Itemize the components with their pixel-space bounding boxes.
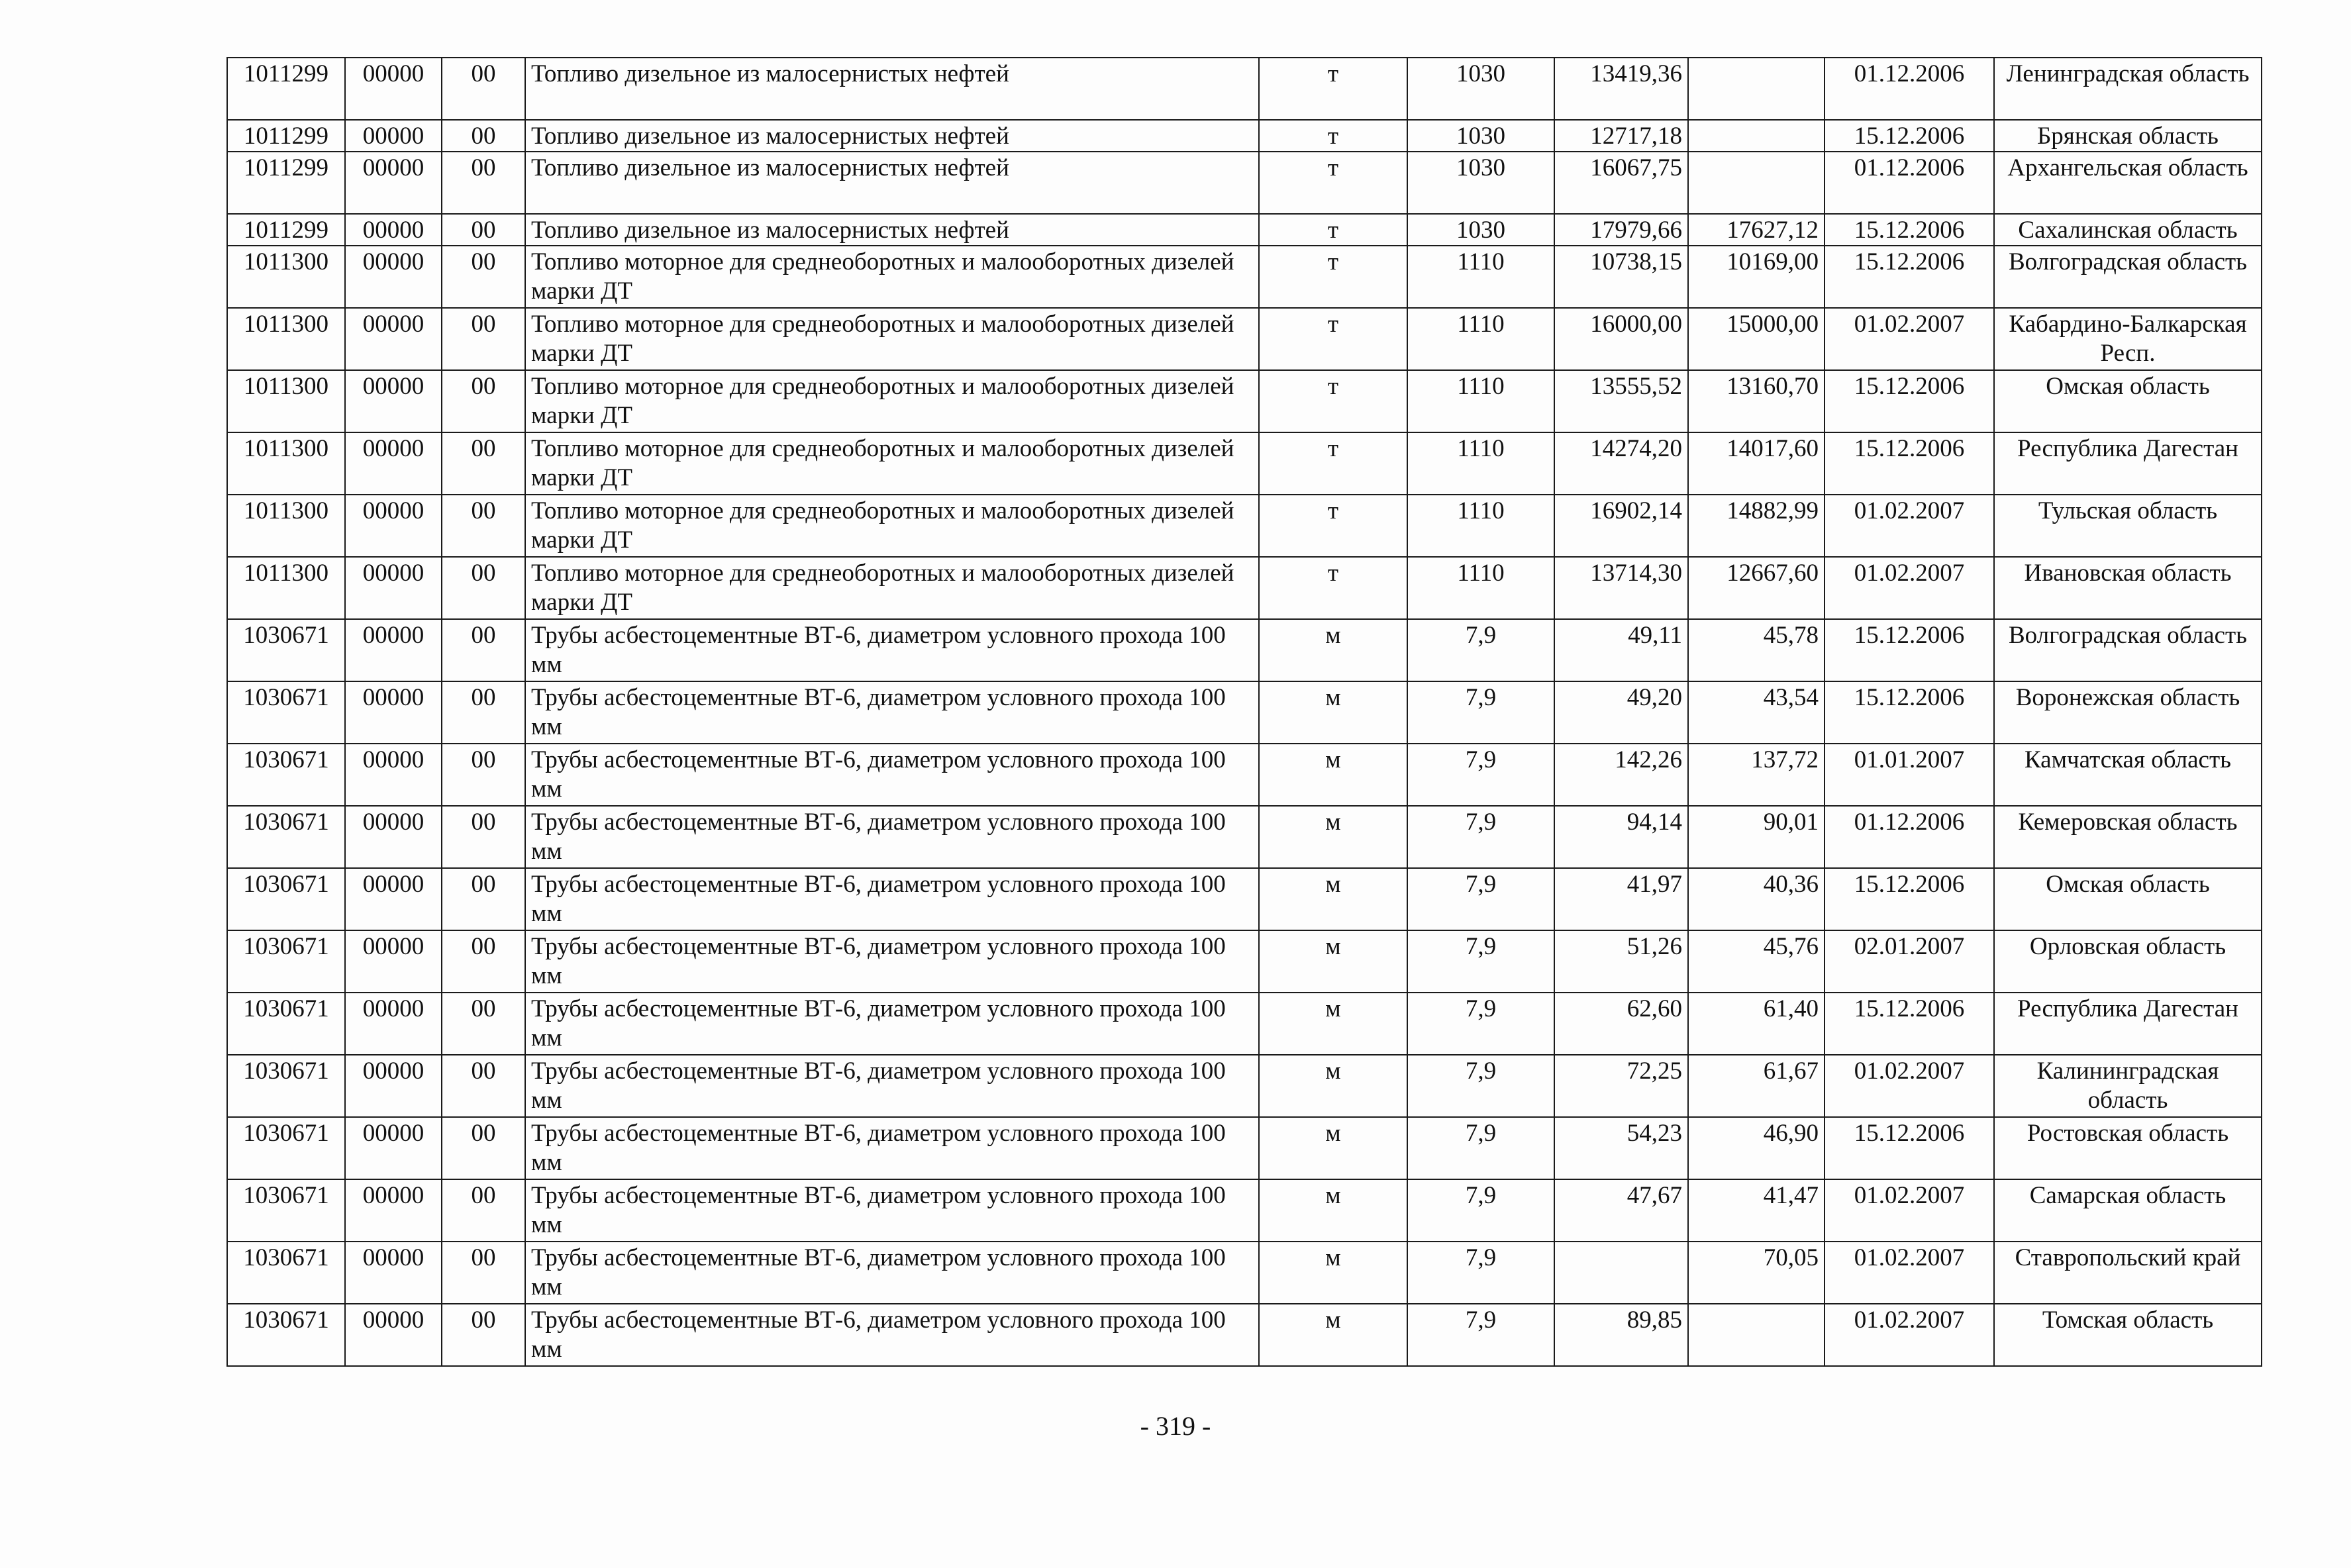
table-row bbox=[227, 806, 2262, 868]
material-name-cell: Трубы асбестоцементные ВТ-6, диаметром условного прохода 100 мм bbox=[525, 930, 1259, 993]
price-alt-cell: 10169,00 bbox=[1688, 246, 1825, 308]
variant-cell: 00 bbox=[442, 1117, 525, 1179]
subcode-cell: 00000 bbox=[345, 214, 442, 246]
variant-cell: 00 bbox=[442, 370, 525, 432]
date-cell: 15.12.2006 bbox=[1825, 120, 1994, 152]
date-cell: 15.12.2006 bbox=[1825, 246, 1994, 308]
price-cell: 54,23 bbox=[1554, 1117, 1688, 1179]
coefficient-cell: 7,9 bbox=[1407, 1117, 1554, 1179]
variant-cell: 00 bbox=[442, 1242, 525, 1304]
material-name-cell: Топливо моторное для среднеоборотных и малооборотных дизелей марки ДТ bbox=[525, 495, 1259, 557]
subcode-cell: 00000 bbox=[345, 370, 442, 432]
price-cell: 89,85 bbox=[1554, 1304, 1688, 1366]
price-cell: 47,67 bbox=[1554, 1179, 1688, 1242]
table-row bbox=[227, 432, 2262, 495]
code-cell: 1030671 bbox=[227, 868, 345, 930]
price-alt-cell: 90,01 bbox=[1688, 806, 1825, 868]
unit-cell: м bbox=[1259, 1304, 1407, 1366]
price-alt-cell: 70,05 bbox=[1688, 1242, 1825, 1304]
price-alt-cell: 43,54 bbox=[1688, 681, 1825, 744]
region-cell: Ростовская область bbox=[1994, 1117, 2262, 1179]
unit-cell: т bbox=[1259, 308, 1407, 370]
region-cell: Ставропольский край bbox=[1994, 1242, 2262, 1304]
price-alt-cell: 61,67 bbox=[1688, 1055, 1825, 1117]
table-row bbox=[227, 1242, 2262, 1304]
code-cell: 1030671 bbox=[227, 1117, 345, 1179]
region-cell: Ленинградская область bbox=[1994, 58, 2262, 120]
coefficient-cell: 7,9 bbox=[1407, 868, 1554, 930]
price-alt-cell: 46,90 bbox=[1688, 1117, 1825, 1179]
price-alt-cell: 14017,60 bbox=[1688, 432, 1825, 495]
material-name-cell: Топливо моторное для среднеоборотных и малооборотных дизелей марки ДТ bbox=[525, 557, 1259, 619]
subcode-cell: 00000 bbox=[345, 993, 442, 1055]
material-name-cell: Трубы асбестоцементные ВТ-6, диаметром условного прохода 100 мм bbox=[525, 1117, 1259, 1179]
subcode-cell: 00000 bbox=[345, 152, 442, 214]
coefficient-cell: 1110 bbox=[1407, 495, 1554, 557]
variant-cell: 00 bbox=[442, 744, 525, 806]
variant-cell: 00 bbox=[442, 152, 525, 214]
coefficient-cell: 7,9 bbox=[1407, 1242, 1554, 1304]
variant-cell: 00 bbox=[442, 993, 525, 1055]
subcode-cell: 00000 bbox=[345, 1304, 442, 1366]
subcode-cell: 00000 bbox=[345, 930, 442, 993]
variant-cell: 00 bbox=[442, 557, 525, 619]
date-cell: 01.02.2007 bbox=[1825, 1179, 1994, 1242]
price-cell: 17979,66 bbox=[1554, 214, 1688, 246]
subcode-cell: 00000 bbox=[345, 495, 442, 557]
table-row bbox=[227, 214, 2262, 246]
table-row bbox=[227, 681, 2262, 744]
material-name-cell: Трубы асбестоцементные ВТ-6, диаметром условного прохода 100 мм bbox=[525, 744, 1259, 806]
price-alt-cell: 12667,60 bbox=[1688, 557, 1825, 619]
price-alt-cell: 45,78 bbox=[1688, 619, 1825, 681]
date-cell: 01.02.2007 bbox=[1825, 308, 1994, 370]
material-name-cell: Топливо моторное для среднеоборотных и малооборотных дизелей марки ДТ bbox=[525, 246, 1259, 308]
date-cell: 15.12.2006 bbox=[1825, 370, 1994, 432]
code-cell: 1011300 bbox=[227, 557, 345, 619]
unit-cell: м bbox=[1259, 868, 1407, 930]
price-cell: 14274,20 bbox=[1554, 432, 1688, 495]
date-cell: 01.02.2007 bbox=[1825, 495, 1994, 557]
subcode-cell: 00000 bbox=[345, 557, 442, 619]
price-table bbox=[226, 57, 2262, 1367]
material-name-cell: Топливо моторное для среднеоборотных и малооборотных дизелей марки ДТ bbox=[525, 370, 1259, 432]
coefficient-cell: 7,9 bbox=[1407, 619, 1554, 681]
code-cell: 1011300 bbox=[227, 308, 345, 370]
table-row bbox=[227, 619, 2262, 681]
region-cell: Республика Дагестан bbox=[1994, 993, 2262, 1055]
price-cell: 51,26 bbox=[1554, 930, 1688, 993]
region-cell: Омская область bbox=[1994, 370, 2262, 432]
code-cell: 1011300 bbox=[227, 370, 345, 432]
unit-cell: т bbox=[1259, 58, 1407, 120]
subcode-cell: 00000 bbox=[345, 868, 442, 930]
coefficient-cell: 7,9 bbox=[1407, 744, 1554, 806]
variant-cell: 00 bbox=[442, 58, 525, 120]
table-row bbox=[227, 993, 2262, 1055]
coefficient-cell: 1030 bbox=[1407, 152, 1554, 214]
code-cell: 1030671 bbox=[227, 1179, 345, 1242]
material-name-cell: Топливо моторное для среднеоборотных и малооборотных дизелей марки ДТ bbox=[525, 308, 1259, 370]
code-cell: 1011300 bbox=[227, 495, 345, 557]
region-cell: Кабардино-Балкарская Респ. bbox=[1994, 308, 2262, 370]
table-row bbox=[227, 1117, 2262, 1179]
unit-cell: м bbox=[1259, 1117, 1407, 1179]
subcode-cell: 00000 bbox=[345, 120, 442, 152]
price-cell: 49,11 bbox=[1554, 619, 1688, 681]
coefficient-cell: 7,9 bbox=[1407, 1179, 1554, 1242]
region-cell: Республика Дагестан bbox=[1994, 432, 2262, 495]
price-cell: 16902,14 bbox=[1554, 495, 1688, 557]
date-cell: 15.12.2006 bbox=[1825, 214, 1994, 246]
variant-cell: 00 bbox=[442, 930, 525, 993]
date-cell: 01.01.2007 bbox=[1825, 744, 1994, 806]
variant-cell: 00 bbox=[442, 432, 525, 495]
coefficient-cell: 1110 bbox=[1407, 308, 1554, 370]
region-cell: Брянская область bbox=[1994, 120, 2262, 152]
region-cell: Камчатская область bbox=[1994, 744, 2262, 806]
variant-cell: 00 bbox=[442, 681, 525, 744]
table-row bbox=[227, 246, 2262, 308]
material-name-cell: Трубы асбестоцементные ВТ-6, диаметром условного прохода 100 мм bbox=[525, 1304, 1259, 1366]
price-cell: 13419,36 bbox=[1554, 58, 1688, 120]
subcode-cell: 00000 bbox=[345, 681, 442, 744]
table-row bbox=[227, 1055, 2262, 1117]
table-row bbox=[227, 370, 2262, 432]
code-cell: 1030671 bbox=[227, 1304, 345, 1366]
code-cell: 1011299 bbox=[227, 58, 345, 120]
unit-cell: м bbox=[1259, 744, 1407, 806]
price-cell: 13714,30 bbox=[1554, 557, 1688, 619]
unit-cell: м bbox=[1259, 806, 1407, 868]
table-row bbox=[227, 868, 2262, 930]
material-name-cell: Топливо моторное для среднеоборотных и малооборотных дизелей марки ДТ bbox=[525, 432, 1259, 495]
price-cell: 41,97 bbox=[1554, 868, 1688, 930]
price-alt-cell bbox=[1688, 152, 1825, 214]
date-cell: 15.12.2006 bbox=[1825, 868, 1994, 930]
code-cell: 1011300 bbox=[227, 246, 345, 308]
price-alt-cell: 41,47 bbox=[1688, 1179, 1825, 1242]
date-cell: 15.12.2006 bbox=[1825, 432, 1994, 495]
coefficient-cell: 1110 bbox=[1407, 246, 1554, 308]
region-cell: Волгоградская область bbox=[1994, 246, 2262, 308]
unit-cell: м bbox=[1259, 619, 1407, 681]
code-cell: 1030671 bbox=[227, 744, 345, 806]
date-cell: 01.02.2007 bbox=[1825, 1304, 1994, 1366]
coefficient-cell: 7,9 bbox=[1407, 1304, 1554, 1366]
unit-cell: т bbox=[1259, 495, 1407, 557]
price-alt-cell bbox=[1688, 58, 1825, 120]
region-cell: Самарская область bbox=[1994, 1179, 2262, 1242]
code-cell: 1011299 bbox=[227, 120, 345, 152]
code-cell: 1030671 bbox=[227, 1055, 345, 1117]
unit-cell: т bbox=[1259, 246, 1407, 308]
region-cell: Омская область bbox=[1994, 868, 2262, 930]
region-cell: Архангельская область bbox=[1994, 152, 2262, 214]
variant-cell: 00 bbox=[442, 1055, 525, 1117]
price-alt-cell bbox=[1688, 1304, 1825, 1366]
variant-cell: 00 bbox=[442, 308, 525, 370]
table-row bbox=[227, 308, 2262, 370]
table-row bbox=[227, 1304, 2262, 1366]
variant-cell: 00 bbox=[442, 1179, 525, 1242]
price-alt-cell: 13160,70 bbox=[1688, 370, 1825, 432]
unit-cell: м bbox=[1259, 1242, 1407, 1304]
material-name-cell: Трубы асбестоцементные ВТ-6, диаметром условного прохода 100 мм bbox=[525, 1055, 1259, 1117]
price-cell: 16000,00 bbox=[1554, 308, 1688, 370]
coefficient-cell: 7,9 bbox=[1407, 681, 1554, 744]
material-name-cell: Трубы асбестоцементные ВТ-6, диаметром условного прохода 100 мм bbox=[525, 993, 1259, 1055]
variant-cell: 00 bbox=[442, 868, 525, 930]
subcode-cell: 00000 bbox=[345, 246, 442, 308]
region-cell: Томская область bbox=[1994, 1304, 2262, 1366]
coefficient-cell: 7,9 bbox=[1407, 806, 1554, 868]
unit-cell: м bbox=[1259, 1179, 1407, 1242]
code-cell: 1030671 bbox=[227, 681, 345, 744]
code-cell: 1030671 bbox=[227, 1242, 345, 1304]
unit-cell: т bbox=[1259, 370, 1407, 432]
material-name-cell: Трубы асбестоцементные ВТ-6, диаметром условного прохода 100 мм bbox=[525, 868, 1259, 930]
region-cell: Тульская область bbox=[1994, 495, 2262, 557]
table-row bbox=[227, 744, 2262, 806]
date-cell: 01.02.2007 bbox=[1825, 1242, 1994, 1304]
code-cell: 1030671 bbox=[227, 619, 345, 681]
region-cell: Калининградская область bbox=[1994, 1055, 2262, 1117]
material-name-cell: Топливо дизельное из малосернистых нефтей bbox=[525, 152, 1259, 214]
variant-cell: 00 bbox=[442, 806, 525, 868]
date-cell: 01.02.2007 bbox=[1825, 557, 1994, 619]
coefficient-cell: 7,9 bbox=[1407, 1055, 1554, 1117]
date-cell: 01.12.2006 bbox=[1825, 806, 1994, 868]
variant-cell: 00 bbox=[442, 246, 525, 308]
subcode-cell: 00000 bbox=[345, 1117, 442, 1179]
page-number: - 319 - bbox=[1140, 1411, 1211, 1441]
date-cell: 02.01.2007 bbox=[1825, 930, 1994, 993]
unit-cell: т bbox=[1259, 152, 1407, 214]
material-name-cell: Топливо дизельное из малосернистых нефтей bbox=[525, 214, 1259, 246]
price-cell: 62,60 bbox=[1554, 993, 1688, 1055]
code-cell: 1011299 bbox=[227, 152, 345, 214]
coefficient-cell: 7,9 bbox=[1407, 993, 1554, 1055]
region-cell: Сахалинская область bbox=[1994, 214, 2262, 246]
table-row bbox=[227, 152, 2262, 214]
price-alt-cell: 45,76 bbox=[1688, 930, 1825, 993]
coefficient-cell: 1030 bbox=[1407, 58, 1554, 120]
material-name-cell: Трубы асбестоцементные ВТ-6, диаметром условного прохода 100 мм bbox=[525, 806, 1259, 868]
unit-cell: м bbox=[1259, 1055, 1407, 1117]
variant-cell: 00 bbox=[442, 495, 525, 557]
variant-cell: 00 bbox=[442, 1304, 525, 1366]
subcode-cell: 00000 bbox=[345, 308, 442, 370]
price-alt-cell bbox=[1688, 120, 1825, 152]
coefficient-cell: 1110 bbox=[1407, 557, 1554, 619]
subcode-cell: 00000 bbox=[345, 806, 442, 868]
subcode-cell: 00000 bbox=[345, 1179, 442, 1242]
date-cell: 01.12.2006 bbox=[1825, 58, 1994, 120]
variant-cell: 00 bbox=[442, 120, 525, 152]
date-cell: 15.12.2006 bbox=[1825, 681, 1994, 744]
price-cell: 142,26 bbox=[1554, 744, 1688, 806]
price-alt-cell: 17627,12 bbox=[1688, 214, 1825, 246]
price-cell: 12717,18 bbox=[1554, 120, 1688, 152]
coefficient-cell: 1030 bbox=[1407, 120, 1554, 152]
price-alt-cell: 61,40 bbox=[1688, 993, 1825, 1055]
code-cell: 1030671 bbox=[227, 806, 345, 868]
price-cell: 10738,15 bbox=[1554, 246, 1688, 308]
region-cell: Волгоградская область bbox=[1994, 619, 2262, 681]
code-cell: 1030671 bbox=[227, 993, 345, 1055]
subcode-cell: 00000 bbox=[345, 1242, 442, 1304]
coefficient-cell: 1110 bbox=[1407, 432, 1554, 495]
unit-cell: м bbox=[1259, 993, 1407, 1055]
table-row bbox=[227, 1179, 2262, 1242]
material-name-cell: Трубы асбестоцементные ВТ-6, диаметром условного прохода 100 мм bbox=[525, 619, 1259, 681]
unit-cell: м bbox=[1259, 930, 1407, 993]
unit-cell: т bbox=[1259, 120, 1407, 152]
coefficient-cell: 1110 bbox=[1407, 370, 1554, 432]
code-cell: 1011299 bbox=[227, 214, 345, 246]
unit-cell: м bbox=[1259, 681, 1407, 744]
table-row bbox=[227, 930, 2262, 993]
unit-cell: т bbox=[1259, 214, 1407, 246]
price-cell: 13555,52 bbox=[1554, 370, 1688, 432]
price-cell bbox=[1554, 1242, 1688, 1304]
date-cell: 01.12.2006 bbox=[1825, 152, 1994, 214]
price-alt-cell: 40,36 bbox=[1688, 868, 1825, 930]
material-name-cell: Топливо дизельное из малосернистых нефтей bbox=[525, 58, 1259, 120]
price-cell: 72,25 bbox=[1554, 1055, 1688, 1117]
material-name-cell: Трубы асбестоцементные ВТ-6, диаметром условного прохода 100 мм bbox=[525, 681, 1259, 744]
table-body bbox=[227, 58, 2262, 1366]
table-row bbox=[227, 120, 2262, 152]
variant-cell: 00 bbox=[442, 214, 525, 246]
code-cell: 1030671 bbox=[227, 930, 345, 993]
region-cell: Орловская область bbox=[1994, 930, 2262, 993]
subcode-cell: 00000 bbox=[345, 432, 442, 495]
table-row bbox=[227, 495, 2262, 557]
region-cell: Воронежская область bbox=[1994, 681, 2262, 744]
unit-cell: т bbox=[1259, 432, 1407, 495]
variant-cell: 00 bbox=[442, 619, 525, 681]
date-cell: 15.12.2006 bbox=[1825, 993, 1994, 1055]
material-name-cell: Трубы асбестоцементные ВТ-6, диаметром условного прохода 100 мм bbox=[525, 1179, 1259, 1242]
table-row bbox=[227, 58, 2262, 120]
subcode-cell: 00000 bbox=[345, 1055, 442, 1117]
material-name-cell: Трубы асбестоцементные ВТ-6, диаметром условного прохода 100 мм bbox=[525, 1242, 1259, 1304]
code-cell: 1011300 bbox=[227, 432, 345, 495]
price-cell: 49,20 bbox=[1554, 681, 1688, 744]
region-cell: Кемеровская область bbox=[1994, 806, 2262, 868]
price-alt-cell: 14882,99 bbox=[1688, 495, 1825, 557]
date-cell: 01.02.2007 bbox=[1825, 1055, 1994, 1117]
price-cell: 16067,75 bbox=[1554, 152, 1688, 214]
subcode-cell: 00000 bbox=[345, 744, 442, 806]
region-cell: Ивановская область bbox=[1994, 557, 2262, 619]
coefficient-cell: 7,9 bbox=[1407, 930, 1554, 993]
price-alt-cell: 137,72 bbox=[1688, 744, 1825, 806]
date-cell: 15.12.2006 bbox=[1825, 1117, 1994, 1179]
material-name-cell: Топливо дизельное из малосернистых нефтей bbox=[525, 120, 1259, 152]
subcode-cell: 00000 bbox=[345, 58, 442, 120]
subcode-cell: 00000 bbox=[345, 619, 442, 681]
table-row bbox=[227, 557, 2262, 619]
price-cell: 94,14 bbox=[1554, 806, 1688, 868]
coefficient-cell: 1030 bbox=[1407, 214, 1554, 246]
price-alt-cell: 15000,00 bbox=[1688, 308, 1825, 370]
unit-cell: т bbox=[1259, 557, 1407, 619]
date-cell: 15.12.2006 bbox=[1825, 619, 1994, 681]
